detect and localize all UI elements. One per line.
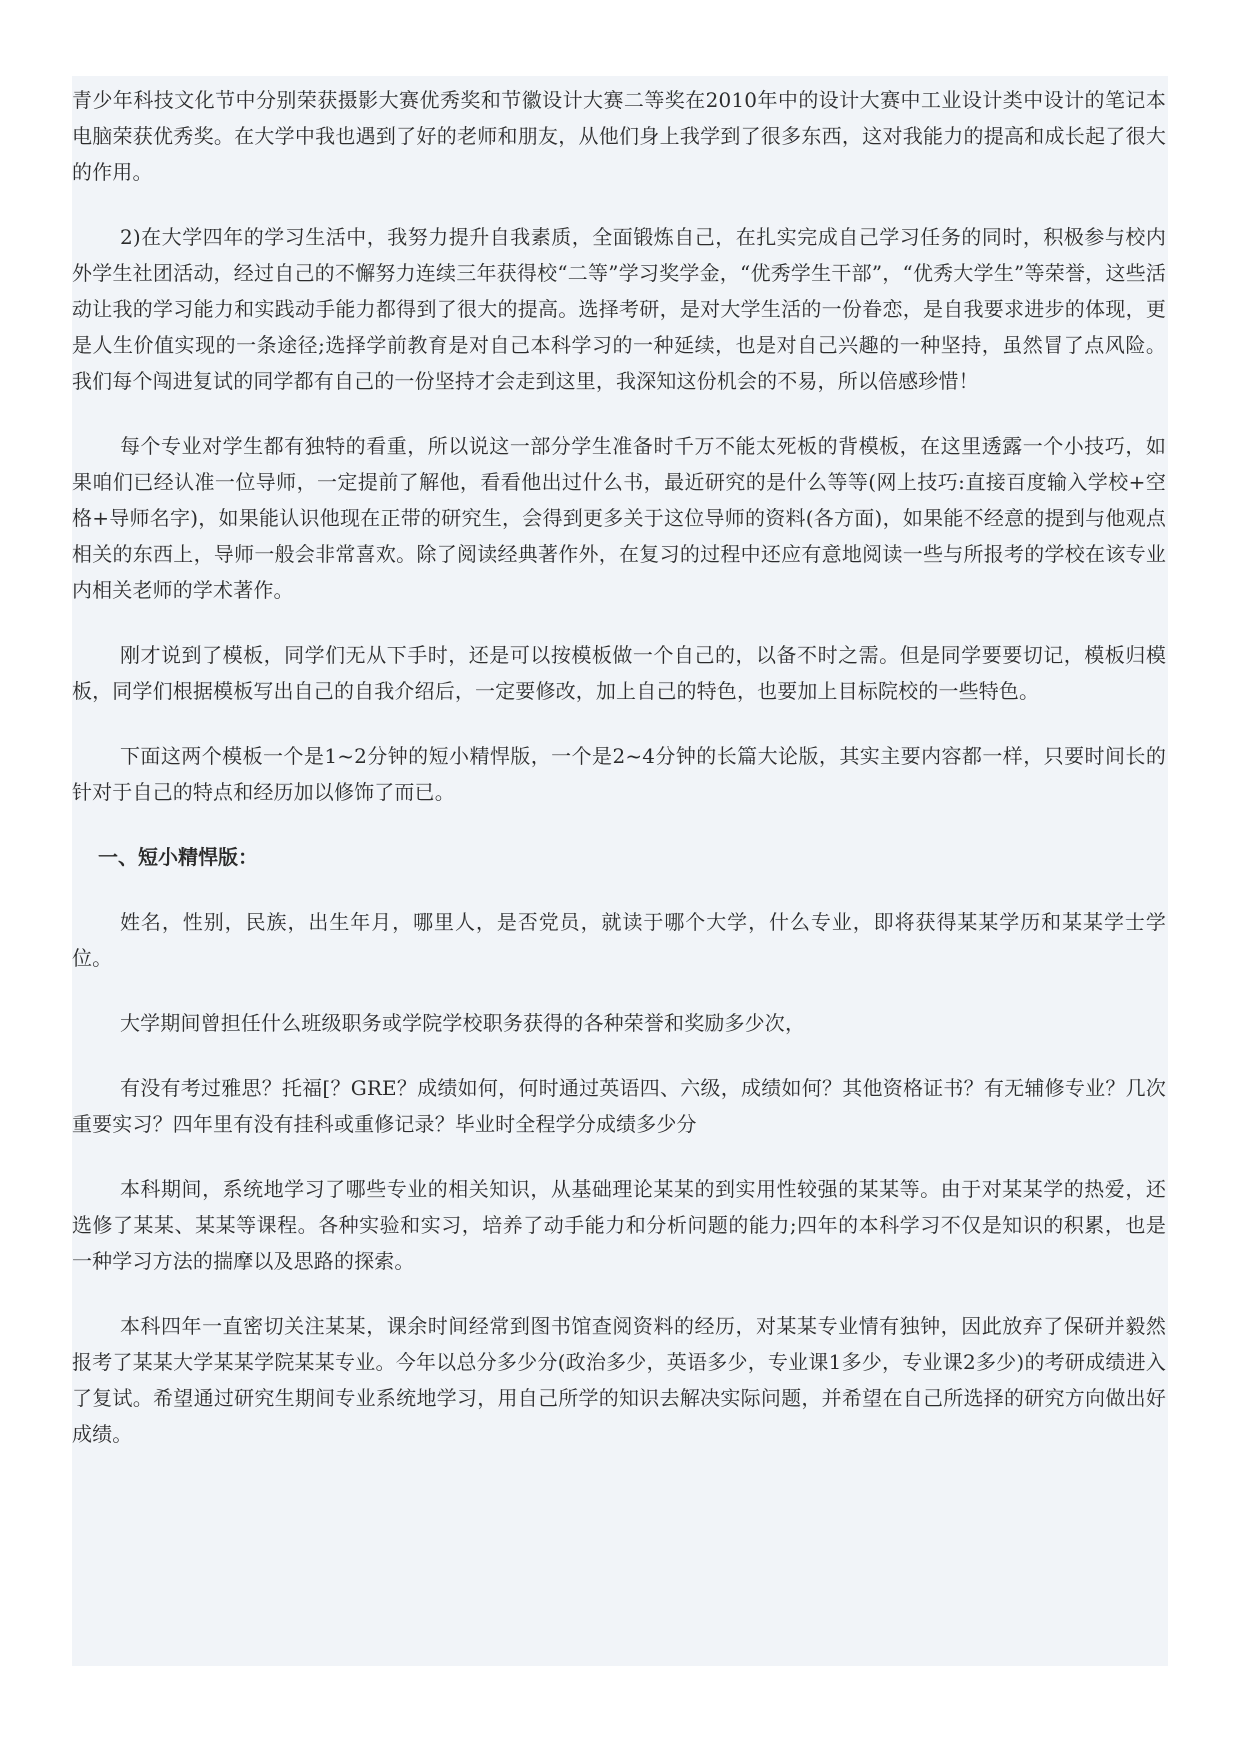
paragraph-undergrad-study: 本科期间，系统地学习了哪些专业的相关知识，从基础理论某某的到实用性较强的某某等。由于对某某学的热爱，还选修了某某、某某等课程。各种实验和实习，培养了动手能力和分析问题的能力;四年的本科学习不仅是知识的积累，也是一种学习方法的揣摩以及思路的探索。 bbox=[72, 1177, 1166, 1273]
paragraph-university-life: 2)在大学四年的学习生活中，我努力提升自我素质，全面锻炼自己，在扎实完成自己学习任务的同时，积极参与校内外学生社团活动，经过自己的不懈努力连续三年获得校“二等”学习奖学金，“优秀学生干部”，“优秀大学生”等荣誉，这些活动让我的学习能力和实践动手能力都得到了很大的提高。选择考研，是对大学生活的一份眷恋，是自我要求进步的体现，更是人生价值实现的一条途径;选择学前教育是对自己本科学习的一种延续，也是对自己兴趣的一种坚持，虽然冒了点风险。我们每个闯进复试的同学都有自己的一份坚持才会走到这里，我深知这份机会的不易，所以倍感珍惜！ bbox=[72, 225, 1166, 393]
paragraph-advisor-tips: 每个专业对学生都有独特的看重，所以说这一部分学生准备时千万不能太死板的背模板，在这里透露一个小技巧，如果咱们已经认准一位导师，一定提前了解他，看看他出过什么书，最近研究的是什么等等(网上技巧:直接百度输入学校+空格+导师名字)，如果能认识他现在正带的研究生，会得到更多关于这位导师的资料(各方面)，如果能不经意的提到与他观点相关的东西上，导师一般会非常喜欢。除了阅读经典著作外，在复习的过程中还应有意地阅读一些与所报考的学校在该专业内相关老师的学术著作。 bbox=[72, 434, 1166, 602]
paragraph-two-templates: 下面这两个模板一个是1~2分钟的短小精悍版，一个是2~4分钟的长篇大论版，其实主要内容都一样，只要时间长的针对于自己的特点和经历加以修饰了而已。 bbox=[72, 744, 1166, 804]
paragraph-template-advice: 刚才说到了模板，同学们无从下手时，还是可以按模板做一个自己的，以备不时之需。但是同学要要切记，模板归模板，同学们根据模板写出自己的自我介绍后，一定要修改，加上自己的特色，也要加上目标院校的一些特色。 bbox=[72, 643, 1166, 703]
paragraph-exams-certificates: 有没有考过雅思？托福[？GRE？成绩如何，何时通过英语四、六级，成绩如何？其他资格证书？有无辅修专业？几次重要实习？四年里有没有挂科或重修记录？毕业时全程学分成绩多少分 bbox=[72, 1076, 1166, 1136]
paragraph-awards: 青少年科技文化节中分别荣获摄影大赛优秀奖和节徽设计大赛二等奖在2010年中的设计大赛中工业设计类中设计的笔记本电脑荣获优秀奖。在大学中我也遇到了好的老师和朋友，从他们身上我学到了很多东西，这对我能力的提高和成长起了很大的作用。 bbox=[72, 88, 1166, 184]
document-body bbox=[72, 82, 1166, 1481]
paragraph-basic-info: 姓名，性别，民族，出生年月，哪里人，是否党员，就读于哪个大学，什么专业，即将获得某某学历和某某学士学位。 bbox=[72, 910, 1166, 970]
section-heading-short-version: 一、短小精悍版： bbox=[98, 845, 258, 869]
paragraph-grad-application: 本科四年一直密切关注某某，课余时间经常到图书馆查阅资料的经历，对某某专业情有独钟，因此放弃了保研并毅然报考了某某大学某某学院某某专业。今年以总分多少分(政治多少，英语多少，专业课1多少，专业课2多少)的考研成绩进入了复试。希望通过研究生期间专业系统地学习，用自己所学的知识去解决实际问题，并希望在自己所选择的研究方向做出好成绩。 bbox=[72, 1314, 1166, 1446]
paragraph-positions-honors: 大学期间曾担任什么班级职务或学院学校职务获得的各种荣誉和奖励多少次， bbox=[120, 1011, 806, 1035]
